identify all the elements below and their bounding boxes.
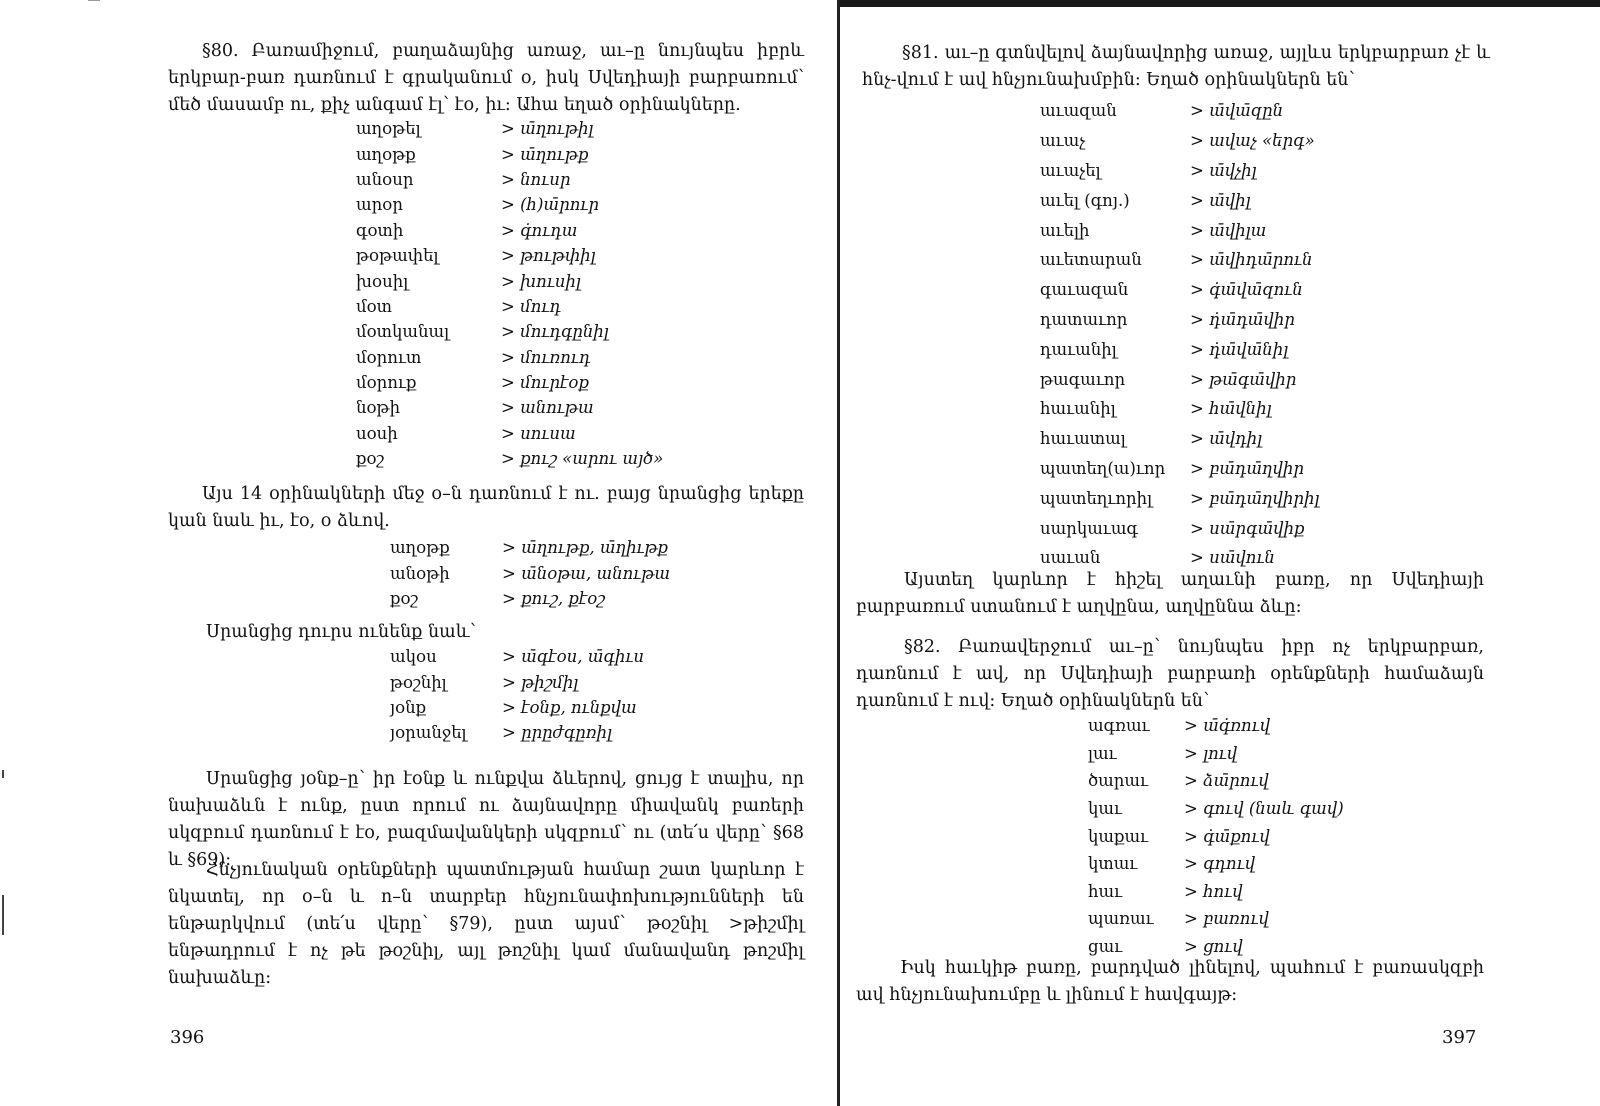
word-pair-row — [1040, 334, 1320, 364]
dialect-form: > հա̄վնիլ — [1190, 399, 1272, 419]
literary-word: արօր — [356, 195, 403, 215]
dialect-form: > լուվ — [1184, 743, 1238, 763]
literary-word: պատեղ(ա)ւոր — [1040, 458, 1166, 478]
word-list-others — [390, 644, 644, 746]
word-pair-row — [356, 294, 663, 319]
word-pair-row — [390, 695, 644, 720]
dialect-form: > ա̄ղութք, ա̄ղիւթք — [502, 538, 669, 558]
literary-word: քօշ — [390, 588, 419, 608]
literary-word: կաքաւ — [1088, 826, 1149, 846]
word-pair-row — [356, 167, 663, 192]
word-pair-row — [356, 446, 663, 471]
dialect-form: > մուդգընիլ — [501, 322, 609, 342]
dialect-form: > ա̄վիդա̄րուն — [1190, 250, 1313, 270]
dialect-form: > քուշ «արու այծ» — [501, 449, 664, 469]
literary-word: քօշ — [356, 449, 385, 469]
word-pair-row — [1040, 275, 1320, 305]
literary-word: մօտ — [356, 296, 393, 316]
word-list-82 — [1088, 712, 1344, 960]
word-pair-row — [1040, 126, 1320, 156]
literary-word: մօրուք — [356, 373, 417, 393]
book-gutter — [837, 0, 840, 1106]
dialect-form: > ա̄վիլ — [1190, 190, 1251, 210]
word-pair-row — [1088, 740, 1344, 768]
word-pair-row — [1040, 96, 1320, 126]
dialect-form: > գ̇ա̄քուվ — [1184, 826, 1270, 846]
literary-word: թօշնիլ — [390, 672, 447, 692]
dialect-form: > թութփիլ — [501, 246, 596, 266]
section-81-paragraph: §81. աւ–ը գտնվելով ձայնավորից առաջ, այլևս երկբարբառ չէ և հնչ-վում է ավ հնչյունախմբին: Եղած օրինակներն են՝ — [862, 43, 1490, 90]
word-pair-row — [1088, 878, 1344, 906]
literary-word: մօրուտ — [356, 347, 422, 367]
word-pair-row — [390, 669, 644, 694]
dialect-form: > դ̇ա̄վա̄նիլ — [1190, 339, 1289, 359]
dialect-form: > անութա — [501, 398, 594, 418]
literary-word: աւազան — [1040, 101, 1117, 121]
word-pair-row — [1040, 424, 1320, 454]
word-pair-row — [1040, 513, 1320, 543]
dialect-form: > ա̄ղութիլ — [501, 119, 594, 139]
word-pair-row — [1040, 394, 1320, 424]
section-82-paragraph: §82. Բառավերջում աւ–ը՝ նույնպես իբր ոչ երկբարբառ, դառնում է ավ, որ Սվեդիայի բարբառի օրենքների համաձայն դառնում է ուվ: Եղած օրինակներն են՝ — [856, 637, 1484, 711]
literary-word: սարկաւագ — [1040, 518, 1139, 538]
paragraph-yonk: Սրանցից յօնք–ը՝ իր էօնք և ունքվա ձևերով, ցույց է տալիս, որ նախաձևն է ունք, ըստ որում ու ձայնավորը միավանկ բառերի սկզբում դառնում է էօ, բազմավանկերի սկզբում՝ ու (տե՛ս վերը՝ §68 և §69): — [168, 769, 804, 870]
literary-word: յօրանջել — [390, 723, 467, 743]
word-pair-row — [356, 395, 663, 420]
literary-word: ակօս — [390, 647, 437, 667]
literary-word: թօթափել — [356, 246, 439, 266]
word-pair-row — [390, 560, 670, 585]
dialect-form: > գդուվ — [1184, 854, 1256, 874]
page-number: 397 — [1442, 1027, 1477, 1048]
literary-word: սաւան — [1040, 548, 1101, 568]
dialect-form: > մուրէօք — [501, 373, 589, 393]
word-pair-row — [390, 720, 644, 745]
literary-word: աղօթք — [390, 538, 450, 558]
dialect-form: > գ̇ա̄վա̄զուն — [1190, 280, 1303, 300]
word-pair-row — [1040, 215, 1320, 245]
literary-word: աւել (գոյ.) — [1040, 190, 1130, 210]
word-pair-row — [1040, 364, 1320, 394]
literary-word: դաւանիլ — [1040, 339, 1117, 359]
word-pair-row — [1040, 305, 1320, 335]
word-pair-row — [356, 218, 663, 243]
dialect-form: > գ̇ուդա — [501, 220, 578, 240]
margin-mark — [2, 770, 4, 778]
dialect-form: > ա̄նօթա, անութա — [502, 563, 670, 583]
word-pair-row — [390, 644, 644, 669]
margin-mark — [2, 895, 4, 935]
literary-word: սօսի — [356, 423, 398, 443]
dialect-form: > ա̄վդիլ — [1190, 429, 1263, 449]
word-pair-row — [390, 535, 670, 560]
word-pair-row — [1040, 483, 1320, 513]
dialect-form: > թա̄գա̄վիր — [1190, 369, 1297, 389]
word-pair-row — [356, 192, 663, 217]
literary-word: պատեղւորիլ — [1040, 488, 1153, 508]
dialect-form: > դ̇ա̄դա̄վիր — [1190, 309, 1295, 329]
literary-word: կտաւ — [1088, 854, 1138, 874]
dialect-form: > նուսր — [501, 169, 571, 189]
literary-word: գաւազան — [1040, 280, 1129, 300]
literary-word: ծարաւ — [1088, 771, 1149, 791]
dialect-form: > քուշ, քէօշ — [502, 588, 605, 608]
dialect-form: > ա̄վա̄զըն — [1190, 101, 1284, 121]
dialect-form: > բառուվ — [1184, 909, 1269, 929]
literary-word: նօթի — [356, 398, 401, 418]
dialect-form: > խուսիլ — [501, 271, 581, 291]
literary-word: հաւ — [1088, 881, 1123, 901]
dialect-form: > գուվ (նաև գավ) — [1184, 799, 1344, 819]
word-list-80 — [356, 116, 663, 471]
dialect-form: > (հ)ա̄րուր — [501, 195, 600, 215]
word-list-exceptions — [390, 535, 670, 611]
literary-word: աւելի — [1040, 220, 1090, 240]
literary-word: անօսր — [356, 169, 414, 189]
dialect-form: > ա̄ղութք — [501, 144, 589, 164]
dialect-form: > էօնք, ունքվա — [502, 697, 637, 717]
dialect-form: > մուդ — [501, 296, 561, 316]
word-pair-row — [1040, 454, 1320, 484]
word-pair-row — [1040, 185, 1320, 215]
literary-word: թագաւոր — [1040, 369, 1126, 389]
literary-word: անօթի — [390, 563, 450, 583]
word-pair-row — [356, 319, 663, 344]
word-pair-row — [1088, 767, 1344, 795]
word-pair-row — [1088, 795, 1344, 823]
word-pair-row — [356, 141, 663, 166]
word-pair-row — [356, 345, 663, 370]
literary-word: աղօթել — [356, 119, 421, 139]
dialect-form: > սա̄րգա̄վիք — [1190, 518, 1305, 538]
paragraph-14-examples: Այս 14 օրինակների մեջ օ–ն դառնում է ու. բայց նրանցից երեքը կան նաև իւ, էօ, օ ձևով. — [168, 484, 804, 531]
literary-word: կաւ — [1088, 799, 1122, 819]
word-pair-row — [1040, 245, 1320, 275]
paragraph-others: Սրանցից դուրս ունենք նաև՝ — [206, 622, 476, 642]
dialect-form: > հուվ — [1184, 881, 1243, 901]
dialect-form: > բա̄դա̄ղվիրիլ — [1190, 488, 1320, 508]
word-pair-row — [356, 116, 663, 141]
literary-word: գօտի — [356, 220, 404, 240]
word-pair-row — [356, 421, 663, 446]
word-pair-row — [1088, 822, 1344, 850]
paragraph-aghavni: Այստեղ կարևոր է հիշել աղաւնի բառը, որ Սվեդիայի բարբառում ստանում է աղվընա, աղվըննա ձևը: — [856, 570, 1484, 617]
dialect-form: > ա̄վիլա — [1190, 220, 1267, 240]
word-pair-row — [356, 243, 663, 268]
literary-word: աւաչ — [1040, 131, 1086, 151]
word-pair-row — [1088, 712, 1344, 740]
dialect-form: > ձա̄րուվ — [1184, 771, 1269, 791]
dialect-form: > սա̄վուն — [1190, 548, 1275, 568]
paragraph-phonetic-laws: Հնչյունական օրենքների պատմության համար շատ կարևոր է նկատել, որ օ–ն և ո–ն տարբեր հնչյունափոխությունների են ենթարկվում (տե՛ս վերը՝ §79), ըստ այսմ՝ թօշնիլ >թիշմիլ ենթադրում է ոչ թե թօշնիլ, այլ թոշնիլ կամ մանավանդ թոշմիլ նախաձևը: — [168, 860, 804, 988]
literary-word: պառաւ — [1088, 909, 1154, 929]
paragraph-havkit: Իսկ հաւկիթ բառը, բարդված լինելով, պահում է բառասկզբի ավ հնչյունախումբը և լինում է հավգայթ: — [856, 958, 1484, 1005]
literary-word: աւաչել — [1040, 160, 1101, 180]
word-pair-row — [1040, 156, 1320, 186]
dialect-form: > ա̄վչիլ — [1190, 160, 1257, 180]
section-80-paragraph: §80. Բառամիջում, բաղաձայնից առաջ, աւ–ը նույնպես իբրև երկբար-բառ դառնում է գրականում օ, իսկ Սվեդիայի բարբառում՝ մեծ մասամբ ու, քիչ անգամ էլ՝ էօ, իւ: Ահա եղած օրինակները. — [168, 41, 804, 115]
dialect-form: > ա̄գ̇ռուվ — [1184, 716, 1271, 736]
word-list-81 — [1040, 96, 1320, 573]
literary-word: լաւ — [1088, 743, 1117, 763]
word-pair-row — [1088, 850, 1344, 878]
literary-word: աղօթք — [356, 144, 416, 164]
dialect-form: > մուռուդ — [501, 347, 591, 367]
literary-word: դատաւոր — [1040, 309, 1128, 329]
dialect-form: > թիշմիլ — [502, 672, 579, 692]
literary-word: յօնք — [390, 697, 427, 717]
literary-word: մօտկանալ — [356, 322, 450, 342]
literary-word: աւետարան — [1040, 250, 1142, 270]
literary-word: ցաւ — [1088, 937, 1123, 957]
dialect-form: > ա̄գէօս, ա̄գիւս — [502, 647, 644, 667]
dialect-form: > ավաչ «երգ» — [1190, 131, 1315, 151]
literary-word: հաւատալ — [1040, 429, 1126, 449]
word-pair-row — [1088, 905, 1344, 933]
dialect-form: > սուսա — [501, 423, 576, 443]
word-pair-row — [356, 370, 663, 395]
word-pair-row — [390, 586, 670, 611]
dialect-form: > ցուվ — [1184, 937, 1243, 957]
word-pair-row — [356, 268, 663, 293]
page-number: 396 — [170, 1027, 205, 1048]
literary-word: ագռաւ — [1088, 716, 1150, 736]
dialect-form: > բա̄դա̄ղվիր — [1190, 458, 1305, 478]
right-page — [842, 0, 1600, 1106]
literary-word: հաւանիլ — [1040, 399, 1116, 419]
dialect-form: > ըրըժգըռիլ — [502, 723, 613, 743]
literary-word: խօսիլ — [356, 271, 409, 291]
